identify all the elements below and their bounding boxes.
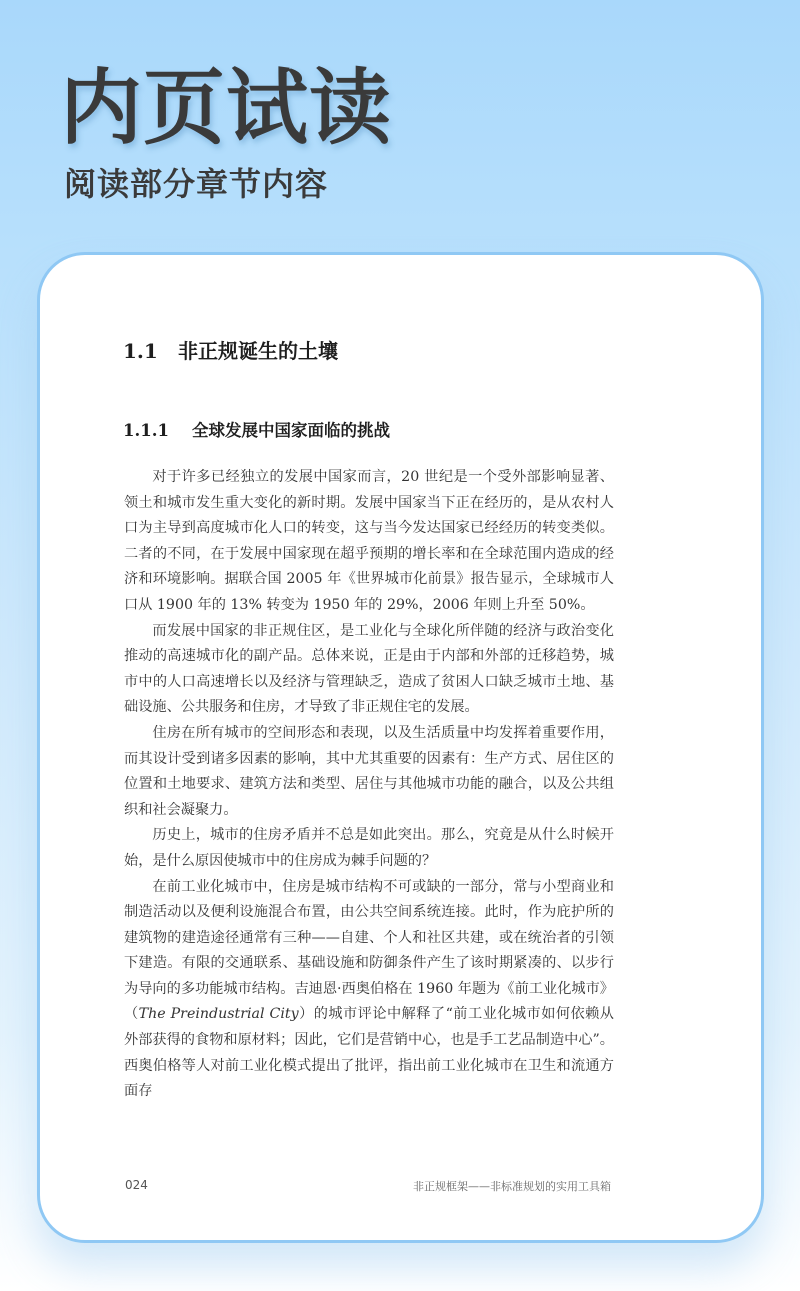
book-title-italic: The Preindustrial City	[138, 1006, 299, 1023]
paragraph	[124, 875, 614, 1105]
page-number: 024	[125, 1178, 148, 1192]
book-page	[40, 255, 761, 1240]
subsection-heading	[123, 417, 390, 441]
hero-title: 内页试读	[60, 61, 393, 156]
paragraph-text: ）的城市评论中解释了“前工业化城市如何依赖从外部获得的食物和原材料；因此，它们是营销中心，也是手工艺品制造中心”。西奥伯格等人对前工业化模式提出了批评，指出前工业化城市在卫生和流通方面存	[124, 1006, 614, 1100]
running-footer-title: 非正规框架——非标准规划的实用工具箱	[413, 1180, 611, 1193]
section-title: 非正规诞生的土壤	[178, 339, 338, 363]
paragraph: 住房在所有城市的空间形态和表现，以及生活质量中均发挥着重要作用，而其设计受到诸多因素的影响，其中尤其重要的因素有：生产方式、居住区的位置和土地要求、建筑方法和类型、居住与其他城市功能的融合，以及公共组织和社会凝聚力。	[124, 724, 614, 818]
subsection-title: 全球发展中国家面临的挑战	[192, 421, 390, 440]
page-preview-card	[37, 252, 764, 1243]
section-heading	[123, 335, 338, 364]
hero-subtitle: 阅读部分章节内容	[64, 165, 329, 203]
paragraph-text: 在前工业化城市中，住房是城市结构不可或缺的一部分，常与小型商业和制造活动以及便利设施混合布置，由公共空间系统连接。此时，作为庇护所的建筑物的建造途径通常有三种——自建、个人和社区共建，或在统治者的引领下建造。有限的交通联系、基础设施和防御条件产生了该时期紧凑的、以步行为导向的多功能城市结构。吉迪恩·西奥伯格在 1960 年题为《前工业化城市》（	[124, 878, 614, 1023]
subsection-number: 1.1.1	[123, 421, 169, 440]
body-text	[124, 465, 614, 1105]
paragraph: 对于许多已经独立的发展中国家而言，20 世纪是一个受外部影响显著、领土和城市发生重大变化的新时期。发展中国家当下正在经历的，是从农村人口为主导到高度城市化人口的转变，这与当今发达国家已经经历的转变类似。二者的不同，在于发展中国家现在超乎预期的增长率和在全球范围内造成的经济和环境影响。据联合国 2005 年《世界城市化前景》报告显示，全球城市人口从 1900 年的 13% 转变为 1950 年的 29%，2006 年则上升至 50%。	[124, 469, 614, 613]
paragraph: 而发展中国家的非正规住区，是工业化与全球化所伴随的经济与政治变化推动的高速城市化的副产品。总体来说，正是由于内部和外部的迁移趋势，城市中的人口高速增长以及经济与管理缺乏，造成了贫困人口缺乏城市土地、基础设施、公共服务和住房，才导致了非正规住宅的发展。	[124, 622, 614, 716]
section-number: 1.1	[123, 339, 158, 363]
paragraph: 历史上，城市的住房矛盾并不总是如此突出。那么，究竟是从什么时候开始，是什么原因使城市中的住房成为棘手问题的？	[124, 827, 614, 869]
